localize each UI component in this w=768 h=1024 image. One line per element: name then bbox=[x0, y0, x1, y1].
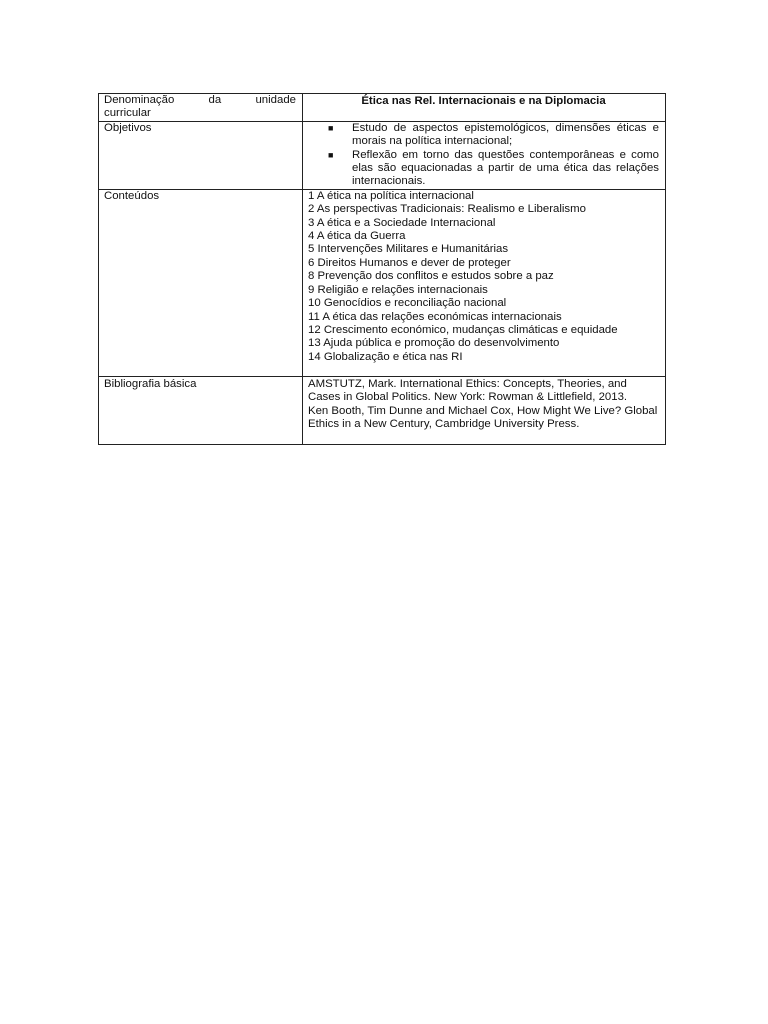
list-item: 9 Religião e relações internacionais bbox=[308, 283, 488, 296]
contents-label: Conteúdos bbox=[104, 189, 160, 202]
contents-label-cell bbox=[99, 189, 303, 376]
course-title: Ética nas Rel. Internacionais e na Diplomacia bbox=[361, 95, 606, 107]
list-item: 14 Globalização e ética nas RI bbox=[308, 350, 463, 363]
bibliography-value-cell bbox=[303, 376, 666, 444]
bibliography-entry: Ken Booth, Tim Dunne and Michael Cox, How Might We Live? Global Ethics in a New Century, Cambridge University Press. bbox=[308, 404, 658, 431]
curriculum-table bbox=[98, 93, 666, 445]
list-item: 5 Intervenções Militares e Humanitárias bbox=[308, 243, 509, 256]
objective-text: Estudo de aspectos epistemológicos, dimensões éticas e morais na política internacional; bbox=[352, 121, 659, 148]
contents-value-cell bbox=[303, 189, 666, 376]
list-item: 10 Genocídios e reconciliação nacional bbox=[308, 297, 507, 310]
objectives-label: Objetivos bbox=[104, 121, 152, 134]
table-row-name bbox=[99, 94, 666, 122]
name-label-cell bbox=[99, 94, 303, 122]
bibliography-entry: AMSTUTZ, Mark. International Ethics: Concepts, Theories, and Cases in Global Politics. New York: Rowman & Littlefield, 2013. bbox=[308, 377, 628, 404]
contents-list bbox=[308, 190, 659, 364]
list-item: 12 Crescimento económico, mudanças climáticas e equidade bbox=[308, 323, 618, 336]
objectives-label-cell bbox=[99, 121, 303, 189]
bibliography-list bbox=[308, 378, 659, 432]
table-row-objectives bbox=[99, 121, 666, 189]
objectives-value-cell bbox=[303, 121, 666, 189]
name-label-line2: curricular bbox=[104, 107, 151, 120]
name-value-cell bbox=[303, 94, 666, 122]
list-item: 8 Prevenção dos conflitos e estudos sobre a paz bbox=[308, 270, 554, 283]
bibliography-label: Bibliografia básica bbox=[104, 377, 197, 390]
objectives-list bbox=[308, 122, 659, 189]
list-item: 3 A ética e a Sociedade Internacional bbox=[308, 216, 496, 229]
list-item bbox=[308, 149, 659, 189]
list-item: 6 Direitos Humanos e dever de proteger bbox=[308, 256, 511, 269]
list-item: 1 A ética na política internacional bbox=[308, 189, 474, 202]
table-row-contents bbox=[99, 189, 666, 376]
square-bullet-icon: ■ bbox=[328, 149, 334, 160]
list-item: 2 As perspectivas Tradicionais: Realismo e Liberalismo bbox=[308, 203, 586, 216]
list-item: 4 A ética da Guerra bbox=[308, 230, 406, 243]
bibliography-label-cell bbox=[99, 376, 303, 444]
square-bullet-icon: ■ bbox=[328, 122, 334, 133]
name-label-line1: Denominação da unidade bbox=[104, 94, 296, 106]
list-item: 13 Ajuda pública e promoção do desenvolvimento bbox=[308, 337, 560, 350]
table-row-bibliography bbox=[99, 376, 666, 444]
objective-text: Reflexão em torno das questões contemporâneas e como elas são equacionadas a partir de uma ética das relações internacionais. bbox=[352, 148, 659, 188]
list-item: 11 A ética das relações económicas internacionais bbox=[308, 310, 562, 323]
list-item bbox=[308, 122, 659, 149]
